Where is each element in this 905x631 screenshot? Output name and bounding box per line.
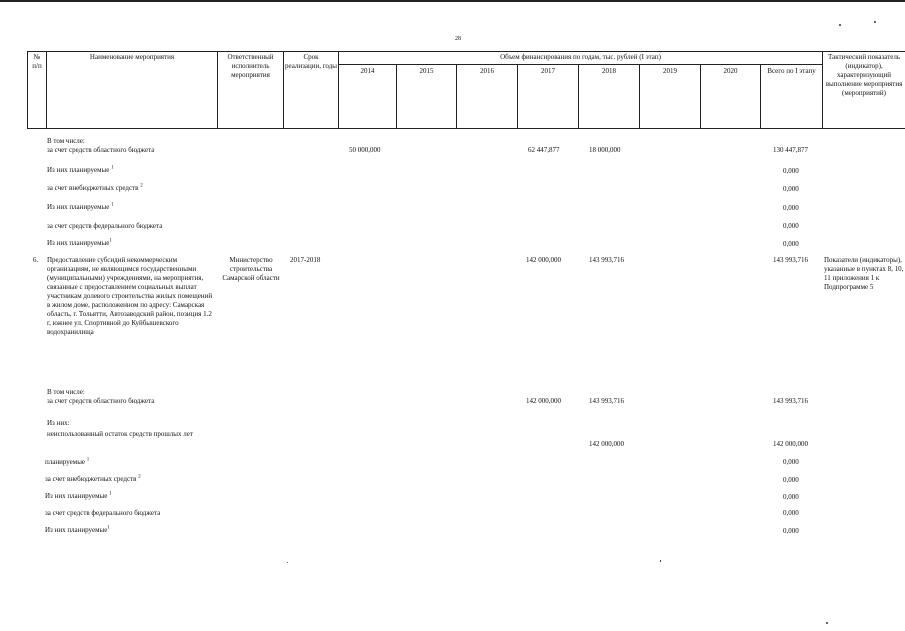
cell-total: 143 993,716: [773, 397, 808, 405]
cell-2018: 143 993,716: [589, 397, 624, 405]
row-label: за счет средств федерального бюджета: [45, 509, 161, 517]
cell-2018: 18 000,000: [589, 146, 621, 154]
item-responsible: Министерство строительства Самарской области: [222, 256, 280, 282]
cell-total: 130 447,877: [773, 146, 808, 154]
header-col-number: № п/п: [28, 52, 47, 129]
cell-total: 0,000: [783, 240, 799, 248]
header-year-2014: 2014: [339, 65, 397, 129]
header-year-2019: 2019: [640, 65, 701, 129]
scan-speck: [874, 21, 876, 23]
item-indicator: Показатели (индикаторы), указанные в пунктах 8, 10, 11 приложения 1 к Подпрограмме 5: [824, 256, 904, 291]
row-label: за счет внебюджетных средств $^2$: [47, 183, 143, 192]
row-label: за счет средств областного бюджета: [47, 146, 155, 154]
header-col-total: Всего по I этапу: [761, 65, 823, 129]
cell-2018: 143 993,716: [589, 256, 624, 264]
scan-speck: [839, 24, 841, 26]
row-label: Из них планируемые $^1$: [47, 165, 114, 174]
top-border-line: [0, 0, 905, 2]
cell-total: 0,000: [783, 204, 799, 212]
cell-total: 0,000: [783, 476, 799, 484]
table-header: [27, 51, 905, 129]
row-label: Из них планируемые $^1$: [47, 202, 114, 211]
cell-2017: 62 447,877: [528, 146, 560, 154]
row-label: Из них планируемые$^1$: [47, 238, 112, 247]
cell-total: 0,000: [783, 222, 799, 230]
header-year-2015: 2015: [397, 65, 457, 129]
cell-total: 143 993,716: [773, 256, 808, 264]
cell-total: 0,000: [783, 167, 799, 175]
scan-speck: [287, 562, 288, 563]
row-label: за счет средств федерального бюджета: [47, 222, 163, 230]
cell-2018: 142 000,000: [589, 440, 624, 448]
header-col-name: Наименование мероприятия: [47, 52, 218, 129]
cell-total: 0,000: [783, 527, 799, 535]
header-year-2018: 2018: [579, 65, 640, 129]
header-year-2017: 2017: [518, 65, 579, 129]
row-label: В том числе:: [47, 137, 85, 145]
header-col-term: Срок реализации, годы: [284, 52, 339, 129]
row-label: планируемые $^1$: [45, 457, 90, 466]
page-number: 28: [455, 36, 461, 42]
item-name: Предоставление субсидий некоммерческим организациям, не являющимся государственными (муниципальными) учреждениями, на мероприятия, связанные с предоставлением социальных выплат участникам долевого строительства жилых помещений в жилом доме, расположенном по адресу: Самарская область, г. Тольятти, Автозаводский район, позиция 1.2 г, южнее ул. Спортивной до Куйбышевского водохранилища: [47, 256, 213, 336]
cell-total: 0,000: [783, 458, 799, 466]
item-term: 2017-2018: [290, 256, 321, 264]
cell-total: 0,000: [783, 493, 799, 501]
scan-speck: [660, 560, 661, 562]
header-col-funding: Объем финансирования по годам, тыс. рублей (I этап): [339, 52, 823, 65]
cell-total: 0,000: [783, 509, 799, 517]
item-number: 6.: [33, 256, 39, 264]
header-year-2020: 2020: [701, 65, 761, 129]
header-col-indicator: Тактический показатель (индикатор), характеризующий выполнение мероприятия (мероприятий): [823, 52, 905, 129]
header-year-2016: 2016: [457, 65, 518, 129]
cell-2014: 50 000,000: [349, 146, 381, 154]
cell-total: 0,000: [783, 185, 799, 193]
row-label: В том числе:: [47, 388, 85, 396]
row-label: за счет внебюджетных средств $^2$: [45, 474, 141, 483]
cell-2017: 142 000,000: [526, 397, 561, 405]
row-label: Из них планируемые $^1$: [45, 491, 112, 500]
cell-total: 142 000,000: [773, 440, 808, 448]
header-col-responsible: Ответственный исполнитель мероприятия: [218, 52, 284, 129]
row-label: Из них планируемые$^1$: [45, 525, 110, 534]
row-label: Из них:: [47, 419, 70, 427]
row-label: за счет средств областного бюджета: [47, 397, 155, 405]
row-label: неиспользованный остаток средств прошлых лет: [47, 430, 193, 438]
cell-2017: 142 000,000: [526, 256, 561, 264]
scan-speck: [826, 622, 828, 624]
